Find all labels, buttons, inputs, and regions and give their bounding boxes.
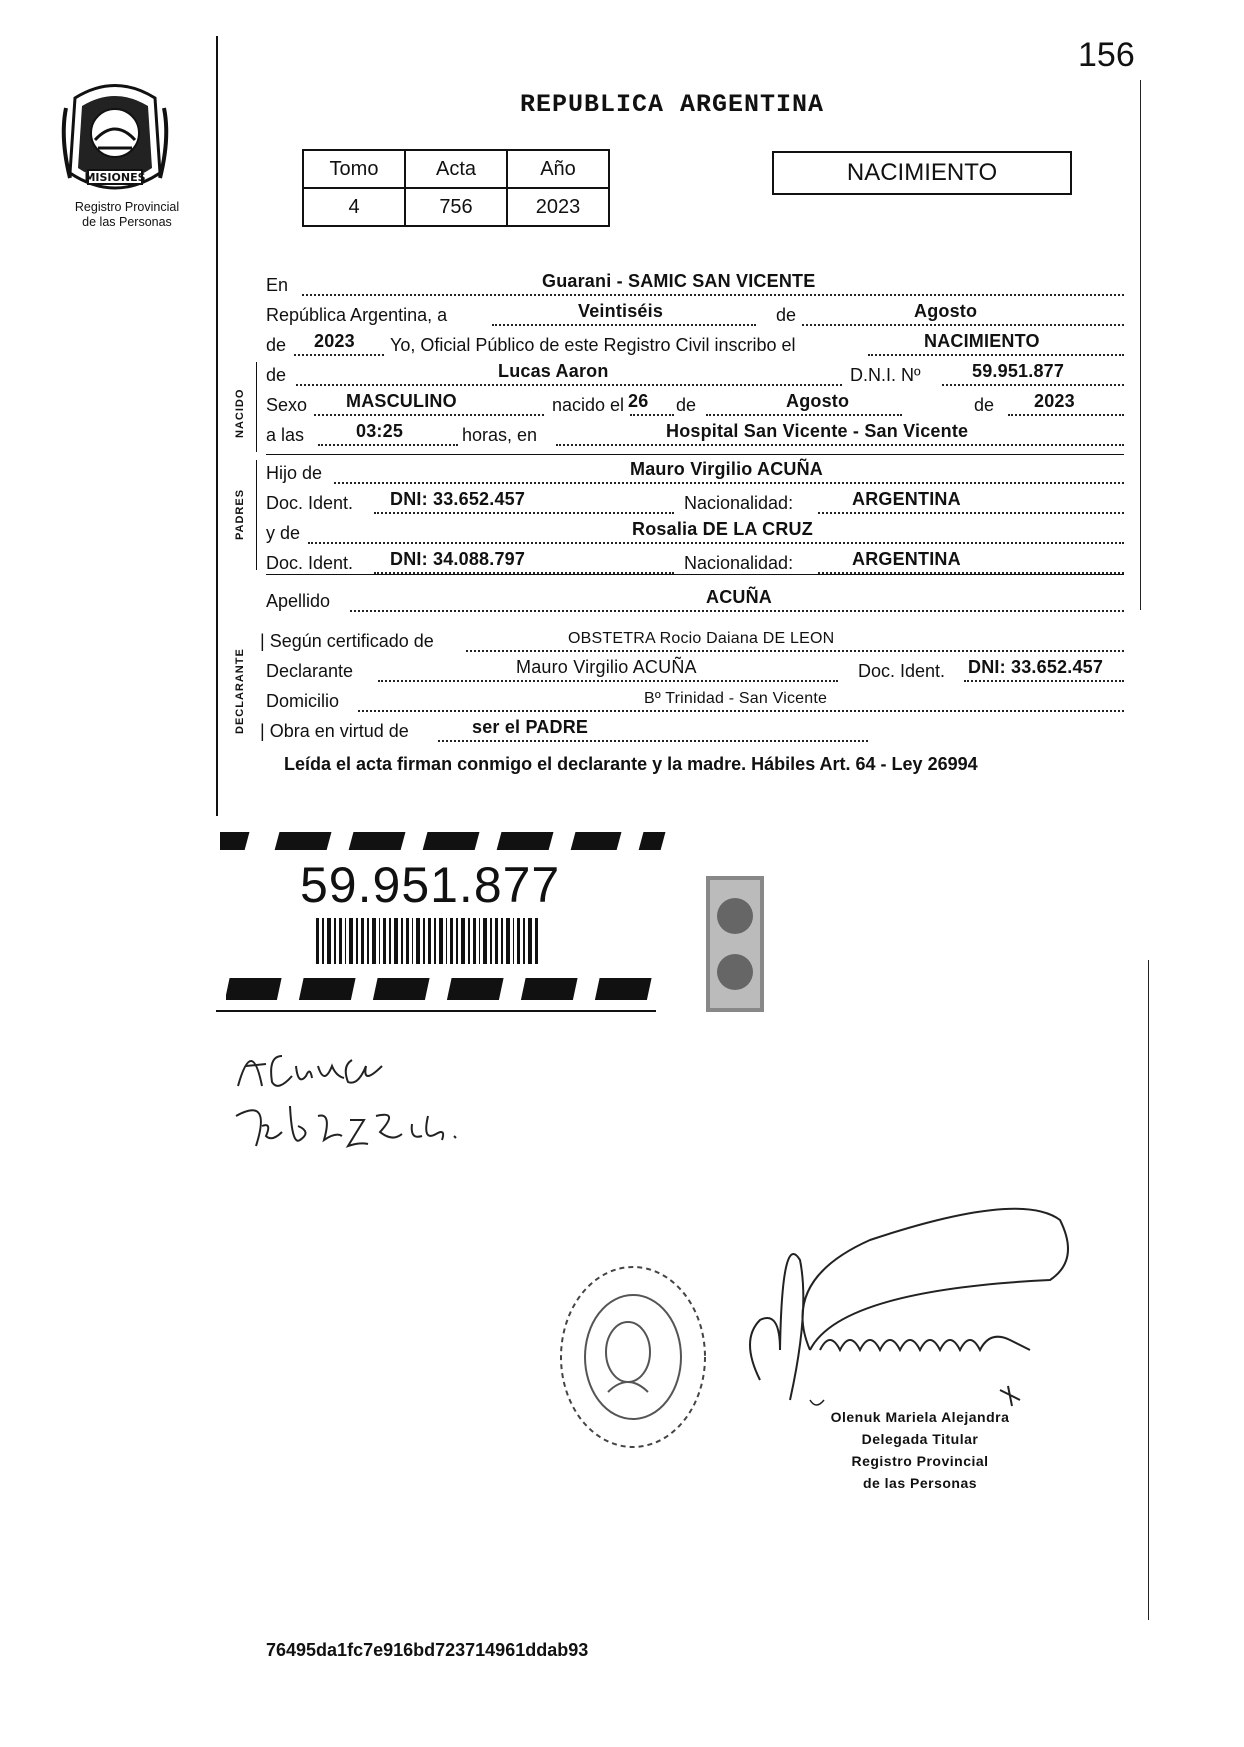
acta-header: Acta [405, 150, 507, 188]
born-de-label: de [266, 365, 287, 385]
row-born-time [266, 418, 1124, 448]
mother-nationality: ARGENTINA [852, 549, 961, 569]
father-doc-label: Doc. Ident. [266, 493, 354, 513]
sex-value: MASCULINO [346, 391, 457, 411]
official-office-line1: Registro Provincial [851, 1453, 989, 1469]
barcode [316, 918, 540, 964]
record-kind-box: NACIMIENTO [772, 151, 1072, 195]
at-label: a las [266, 425, 305, 445]
row-born-name [266, 358, 1124, 388]
registry-caption [52, 200, 202, 230]
surname-value: ACUÑA [706, 587, 772, 607]
capacity-value: ser el PADRE [472, 717, 589, 737]
row-father-doc [266, 486, 1124, 516]
row-year [266, 328, 1124, 358]
son-of-label: Hijo de [266, 463, 323, 483]
hours-label: horas, en [462, 425, 538, 445]
birth-month: Agosto [786, 391, 850, 411]
declarant-label: Declarante [266, 661, 354, 681]
row-born-sex [266, 388, 1124, 418]
row-date [266, 298, 1124, 328]
official-name: Olenuk Mariela Alejandra [830, 1409, 1010, 1425]
registry-caption-line1: Registro Provincial [74, 200, 180, 214]
row-certificate [260, 624, 1124, 654]
surname-label: Apellido [266, 591, 331, 611]
act-type: NACIMIENTO [924, 331, 1040, 351]
security-pattern-bottom [226, 976, 666, 1004]
declarant-section-label: DECLARANTE [234, 648, 246, 734]
sex-label: Sexo [266, 395, 308, 415]
row-mother [266, 516, 1124, 546]
place-value: Guarani - SAMIC SAN VICENTE [542, 271, 816, 291]
parents-section-label: PADRES [234, 488, 246, 540]
official-signature-block [780, 1406, 1060, 1494]
born-divider [266, 454, 1124, 455]
right-edge-line-lower [1148, 960, 1149, 1620]
parents-section-line [256, 460, 257, 570]
row-place [266, 268, 1124, 298]
born-name: Lucas Aaron [498, 361, 609, 381]
mother-name: Rosalia DE LA CRUZ [632, 519, 813, 539]
handwritten-signatures [232, 1016, 512, 1166]
birth-time: 03:25 [356, 421, 404, 441]
row-declarant [266, 654, 1124, 684]
record-table [302, 149, 610, 227]
certificate-value: OBSTETRA Rocio Daiana DE LEON [568, 630, 835, 647]
day-words: Veintiséis [578, 301, 664, 321]
sticker-bottom-line [216, 1010, 656, 1012]
hologram-seal [706, 876, 764, 1012]
mother-nationality-label: Nacionalidad: [684, 553, 794, 573]
born-section-line [256, 362, 257, 452]
born-de-label2: de [676, 395, 697, 415]
official-signature-scrawl [720, 1200, 1100, 1430]
declarant-name: Mauro Virgilio ACUÑA [516, 657, 697, 677]
registry-caption-line2: de las Personas [82, 215, 172, 229]
father-doc: DNI: 33.652.457 [390, 489, 526, 509]
and-label: y de [266, 523, 301, 543]
document-hash: 76495da1fc7e916bd723714961ddab93 [266, 1640, 589, 1660]
row-address [266, 684, 1124, 714]
capacity-label: | Obra en virtud de [260, 721, 409, 741]
dni-label: D.N.I. Nº [850, 365, 921, 385]
tomo-value: 4 [303, 188, 405, 226]
official-stamp [548, 1252, 718, 1462]
republic-label: República Argentina, a [266, 305, 448, 325]
birth-place: Hospital San Vicente - San Vicente [666, 421, 969, 441]
country-title: REPUBLICA ARGENTINA [519, 90, 825, 119]
father-nationality-label: Nacionalidad: [684, 493, 794, 513]
address-value: Bº Trinidad - San Vicente [644, 690, 828, 707]
closing-note: Leída el acta firman conmigo el declarante y la madre. Hábiles Art. 64 - Ley 26994 [284, 754, 978, 774]
address-label: Domicilio [266, 691, 340, 711]
birth-year: 2023 [1034, 391, 1075, 411]
month-of-label: de [776, 305, 797, 325]
row-father [266, 456, 1124, 486]
certificate-label: | Según certificado de [260, 631, 434, 651]
born-on-label: nacido el [552, 395, 625, 415]
official-text: Yo, Oficial Público de este Registro Civil inscribo el [390, 335, 796, 355]
row-capacity [260, 714, 1124, 744]
certificate-label-text: Según certificado de [269, 631, 434, 651]
official-office-line2: de las Personas [862, 1475, 978, 1491]
capacity-label-text: Obra en virtud de [269, 721, 409, 741]
year-value-act: 2023 [314, 331, 355, 351]
mother-doc: DNI: 34.088.797 [390, 549, 526, 569]
father-nationality: ARGENTINA [852, 489, 961, 509]
parents-divider [266, 574, 1124, 575]
birth-day: 26 [628, 391, 649, 411]
year-prefix: de [266, 335, 287, 355]
year-header: Año [507, 150, 609, 188]
place-label: En [266, 275, 289, 295]
row-surname [266, 584, 1124, 614]
born-dni: 59.951.877 [972, 361, 1065, 381]
id-sticker-number: 59.951.877 [300, 857, 561, 913]
official-title: Delegada Titular [861, 1431, 979, 1447]
father-name: Mauro Virgilio ACUÑA [630, 459, 824, 479]
acta-value: 756 [405, 188, 507, 226]
mother-doc-label: Doc. Ident. [266, 553, 354, 573]
right-edge-line [1140, 80, 1141, 610]
declarant-doc: DNI: 33.652.457 [968, 657, 1104, 677]
row-mother-doc [266, 546, 1124, 576]
born-de-label3: de [974, 395, 995, 415]
born-section-label: NACIDO [234, 388, 246, 438]
logo-bottom-text: MISIONES [84, 171, 146, 184]
left-margin-line [216, 36, 218, 816]
declarant-doc-label: Doc. Ident. [858, 661, 946, 681]
tomo-header: Tomo [303, 150, 405, 188]
security-pattern-top [220, 830, 670, 854]
month-value: Agosto [914, 301, 978, 321]
year-value: 2023 [507, 188, 609, 226]
page-number: 156 [1078, 36, 1135, 74]
